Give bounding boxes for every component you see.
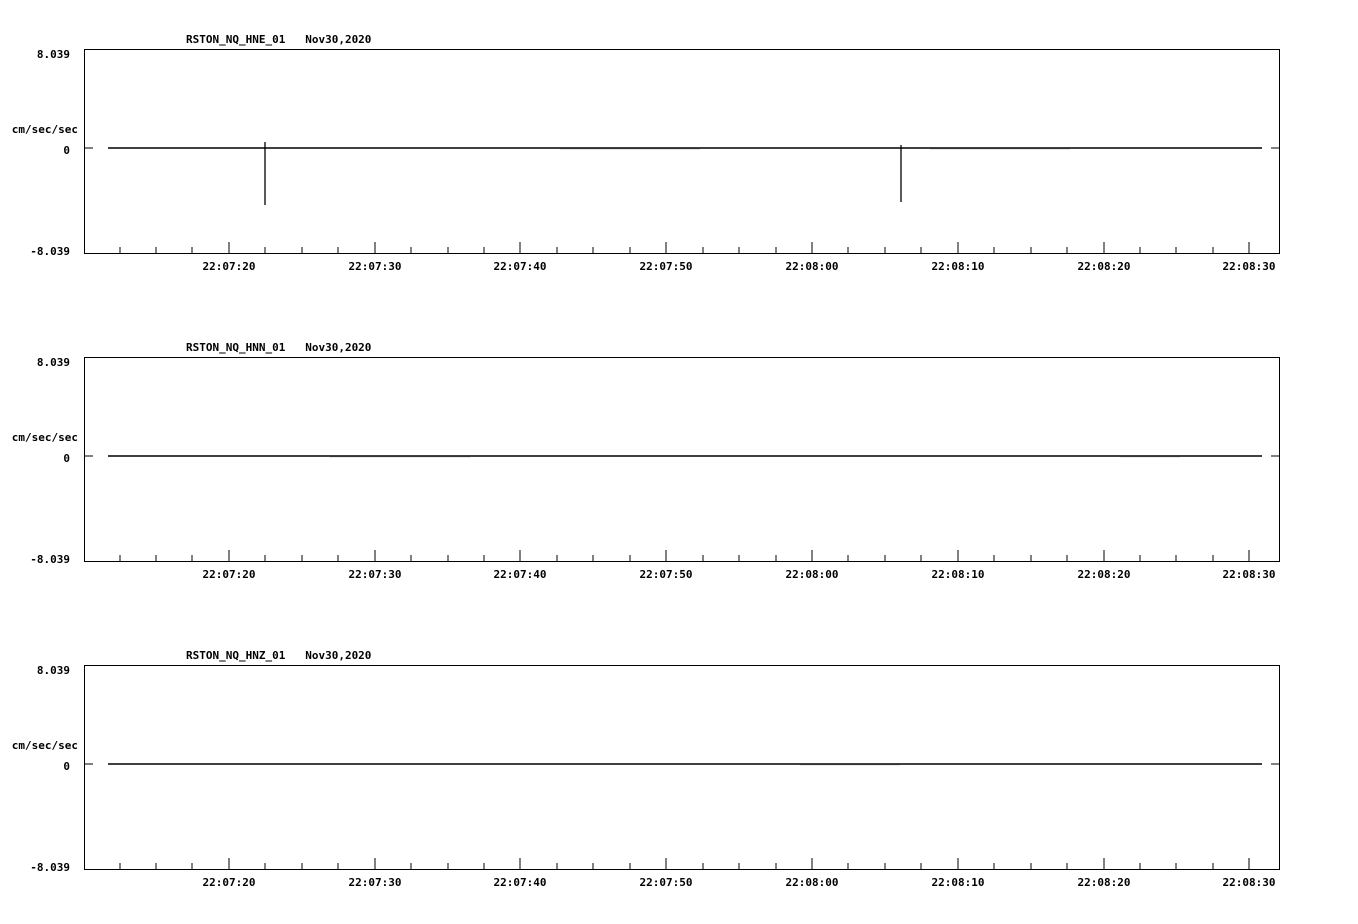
x-tick-5-hne: 22:08:10 — [931, 260, 985, 273]
plot-title-hne: RSTON_NQ_HNE_01 Nov30,2020 — [186, 33, 372, 46]
y-tick-max-hne: 8.039 — [36, 48, 70, 61]
x-axis-ticks-hnz — [120, 858, 1249, 870]
trace-line-hnz — [108, 764, 1262, 765]
x-tick-4-hnn: 22:08:00 — [785, 568, 839, 581]
y-axis-label-hnn: cm/sec/sec — [11, 431, 78, 444]
x-tick-4-hne: 22:08:00 — [785, 260, 839, 273]
x-tick-2-hne: 22:07:40 — [493, 260, 547, 273]
trace-line-hne — [108, 142, 1262, 205]
y-tick-zero-hne: 0 — [63, 144, 70, 157]
x-tick-6-hnn: 22:08:20 — [1077, 568, 1131, 581]
x-tick-6-hne: 22:08:20 — [1077, 260, 1131, 273]
plot-panel-hne — [0, 0, 1358, 308]
x-tick-2-hnz: 22:07:40 — [493, 876, 547, 889]
y-tick-min-hnn: -8.039 — [30, 553, 70, 566]
plot-title-hnz: RSTON_NQ_HNZ_01 Nov30,2020 — [186, 649, 372, 662]
y-tick-zero-hnn: 0 — [63, 452, 70, 465]
x-tick-4-hnz: 22:08:00 — [785, 876, 839, 889]
x-tick-1-hnn: 22:07:30 — [348, 568, 402, 581]
x-tick-3-hne: 22:07:50 — [639, 260, 693, 273]
x-axis-ticks-hnn — [120, 550, 1249, 562]
x-axis-ticks-hne — [120, 242, 1249, 254]
y-tick-min-hne: -8.039 — [30, 245, 70, 258]
x-tick-0-hnz: 22:07:20 — [202, 876, 256, 889]
plot-panel-hnz — [0, 616, 1358, 924]
x-tick-7-hnz: 22:08:30 — [1222, 876, 1276, 889]
y-axis-label-hne: cm/sec/sec — [11, 123, 78, 136]
x-tick-1-hne: 22:07:30 — [348, 260, 402, 273]
x-tick-3-hnz: 22:07:50 — [639, 876, 693, 889]
x-tick-3-hnn: 22:07:50 — [639, 568, 693, 581]
x-tick-5-hnz: 22:08:10 — [931, 876, 985, 889]
x-tick-1-hnz: 22:07:30 — [348, 876, 402, 889]
y-tick-max-hnn: 8.039 — [36, 356, 70, 369]
x-tick-5-hnn: 22:08:10 — [931, 568, 985, 581]
x-tick-0-hnn: 22:07:20 — [202, 568, 256, 581]
plot-panel-hnn — [0, 308, 1358, 616]
y-axis-label-hnz: cm/sec/sec — [11, 739, 78, 752]
y-tick-zero-hnz: 0 — [63, 760, 70, 773]
x-tick-7-hnn: 22:08:30 — [1222, 568, 1276, 581]
y-tick-max-hnz: 8.039 — [36, 664, 70, 677]
x-tick-0-hne: 22:07:20 — [202, 260, 256, 273]
plot-title-hnn: RSTON_NQ_HNN_01 Nov30,2020 — [186, 341, 372, 354]
x-tick-2-hnn: 22:07:40 — [493, 568, 547, 581]
x-tick-6-hnz: 22:08:20 — [1077, 876, 1131, 889]
trace-line-hnn — [108, 456, 1262, 457]
x-tick-7-hne: 22:08:30 — [1222, 260, 1276, 273]
y-tick-min-hnz: -8.039 — [30, 861, 70, 874]
